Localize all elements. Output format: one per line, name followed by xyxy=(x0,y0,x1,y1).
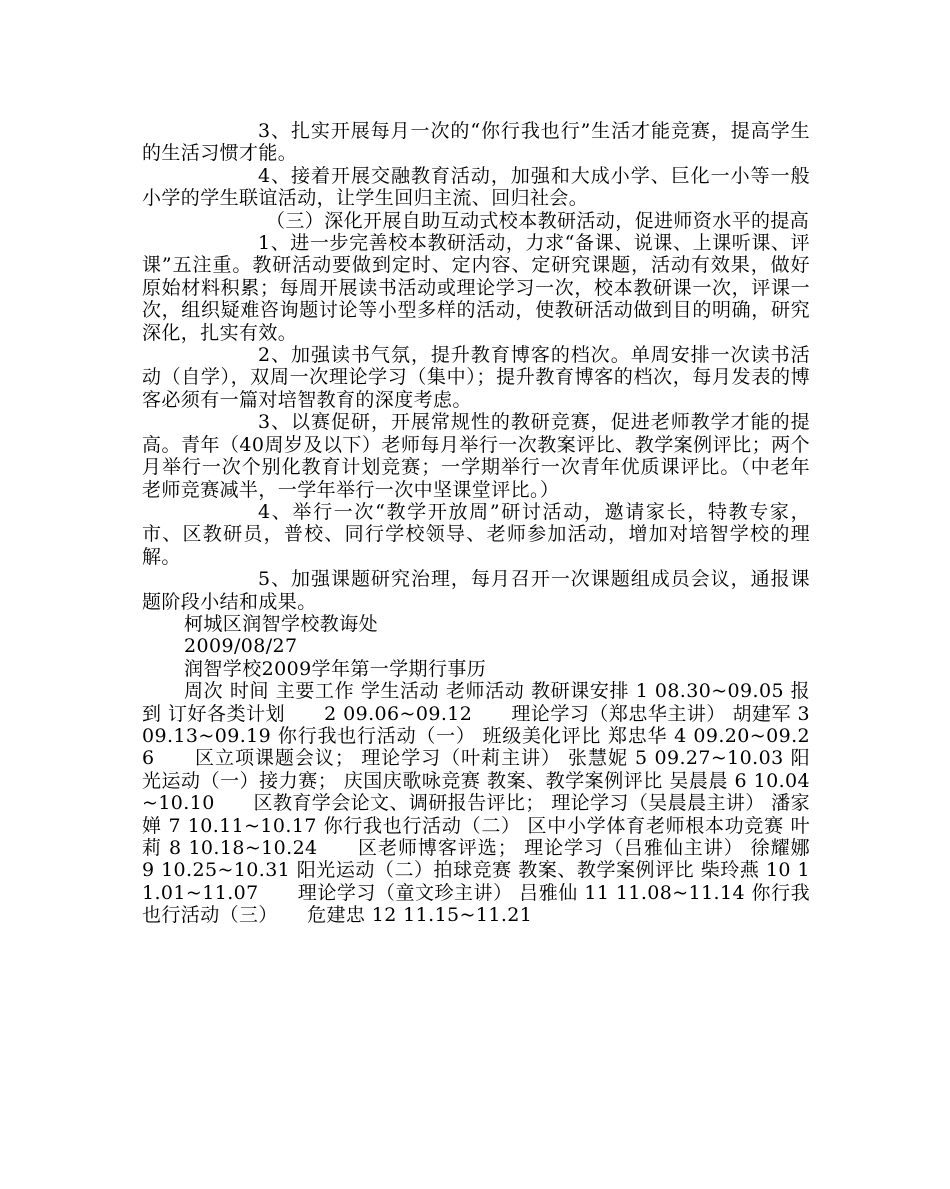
paragraph-2: 4、接着开展交融教育活动，加强和大成小学、巨化一小等一般小学的学生联谊活动，让学生回归主流、回归社会。 xyxy=(142,164,810,210)
calendar-title: 润智学校2009学年第一学期行事历 xyxy=(184,657,487,680)
paragraph-7: 5、加强课题研究治理，每月召开一次课题组成员会议，通报课题阶段小结和成果。 xyxy=(142,568,810,613)
paragraph-3: 1、进一步完善校本教研活动，力求“备课、说课、上课听课、评课”五注重。教研活动要做到定时、定内容、定研究课题，活动有效果，做好原始材料积累；每周开展读书活动或理论学习一次，校本教研课一次，评课一次，组织疑难咨询题讨论等小型多样的活动，使教研活动做到目的明确，研究深化，扎实有效。 xyxy=(142,232,810,344)
paragraph-5: 3、以赛促研，开展常规性的教研竞赛，促进老师教学才能的提高。青年（40周岁及以下）老师每月举行一次教案评比、教学案例评比；两个月举行一次个别化教育计划竞赛；一学期举行一次青年优质课评比。（中老年老师竞赛减半，一学年举行一次中坚课堂评比。） xyxy=(142,411,810,501)
paragraph-6: 4、举行一次“教学开放周”研讨活动，邀请家长，特教专家，市、区教研员，普校、同行学校领导、老师参加活动，增加对培智学校的理解。 xyxy=(142,500,810,568)
section-heading-3: （三）深化开展自助互动式校本教研活动，促进师资水平的提高 xyxy=(266,209,810,232)
document-body xyxy=(142,120,830,927)
calendar-text: 周次 时间 主要工作 学生活动 老师活动 教研课安排 1 08.30~09.05 报到 订好各类计划 2 09.06~09.12 理论学习（郑忠华主讲） 胡建军 3 09.13~09.19 你行我也行活动（一） 班级美化评比 郑忠华 4 09.20~09.26 区立项课题会议； 理论学习（叶莉主讲） 张慧妮 5 09.27~10.03 阳光运动（一）接力赛； 庆国庆歌咏竞赛 教案、教学案例评比 吴晨晨 6 10.04~10.10 区教育学会论文、调研报告评比； 理论学习（吴晨晨主讲） 潘家婵 7 10.11~10.17 你行我也行活动（二） 区中小学体育老师根本功竞赛 叶 莉 8 10.18~10.24 区老师博客评选； 理论学习（吕雅仙主讲） 徐耀娜 9 10.25~10.31 阳光运动（二）拍球竞赛 教案、教学案例评比 柴玲燕 10 11.01~11.07 理论学习（童文珍主讲） 吕雅仙 11 11.08~11.14 你行我也行活动（三） 危建忠 12 11.15~11.21 xyxy=(142,680,830,927)
paragraph-4: 2、加强读书气氛，提升教育博客的档次。单周安排一次读书活动（自学），双周一次理论学习（集中）；提升教育博客的档次，每月发表的博客必须有一篇对培智教育的深度考虑。 xyxy=(142,344,810,411)
date: 2009/08/27 xyxy=(184,635,298,658)
signature: 柯城区润智学校教诲处 xyxy=(184,612,379,635)
paragraph-1: 3、扎实开展每月一次的“你行我也行”生活才能竞赛，提高学生的生活习惯才能。 xyxy=(142,120,810,165)
